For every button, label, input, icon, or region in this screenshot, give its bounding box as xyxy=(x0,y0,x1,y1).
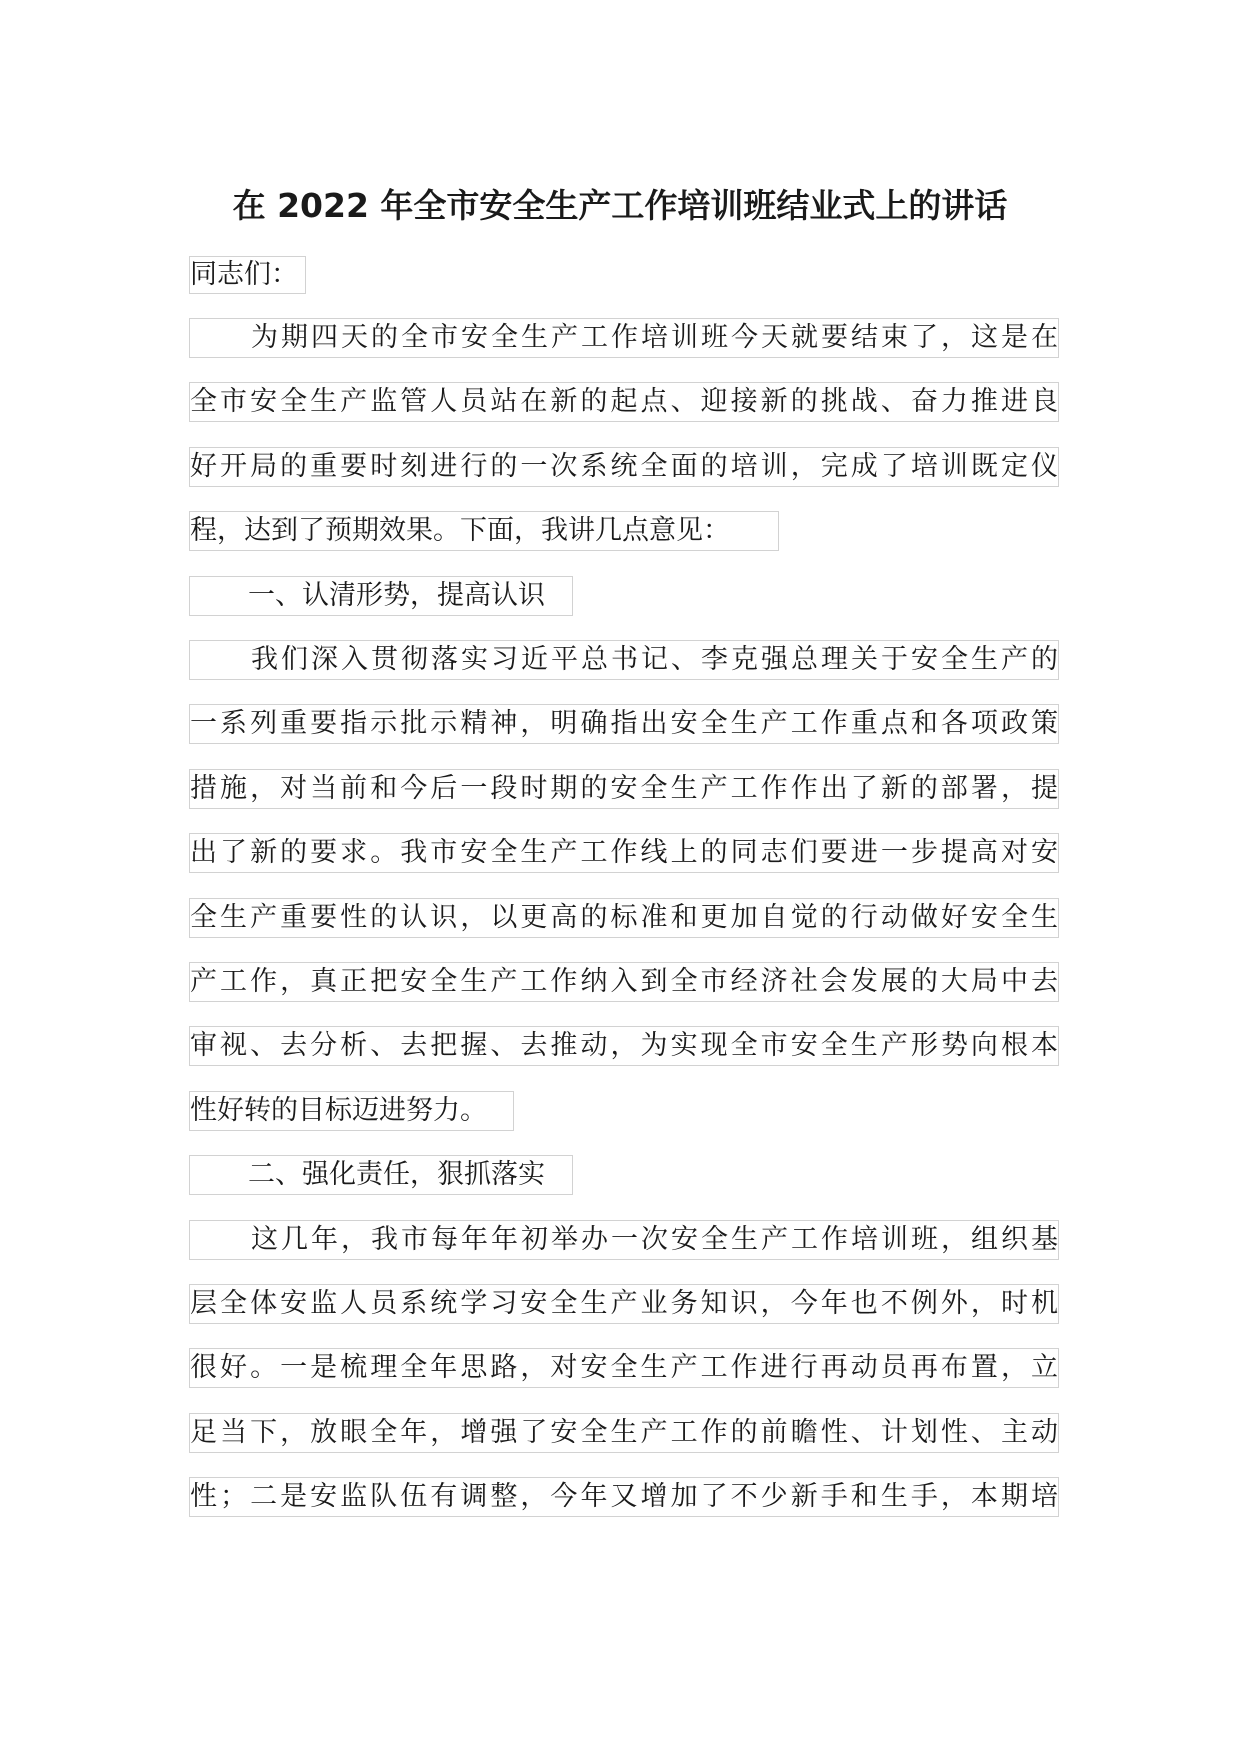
paragraph-line xyxy=(189,511,779,551)
paragraph-line xyxy=(189,1155,573,1195)
paragraph-line-text: 这几年，我市每年年初举办一次安全生产工作培训班，组织基 xyxy=(248,1224,1058,1255)
paragraph-line-text: 为期四天的全市安全生产工作培训班今天就要结束了，这是在 xyxy=(248,322,1058,353)
paragraph-line xyxy=(189,833,1059,873)
paragraph-line-text: 一系列重要指示批示精神，明确指出安全生产工作重点和各项政策 xyxy=(190,708,1058,739)
paragraph-line xyxy=(189,704,1059,744)
paragraph-line xyxy=(189,318,1059,358)
paragraph-line xyxy=(189,1348,1059,1388)
paragraph-line-text: 层全体安监人员系统学习安全生产业务知识，今年也不例外，时机 xyxy=(190,1288,1058,1319)
paragraph-line-text: 我们深入贯彻落实习近平总书记、李克强总理关于安全生产的 xyxy=(248,644,1058,675)
paragraph-line xyxy=(189,769,1059,809)
paragraph-line-text: 出了新的要求。我市安全生产工作线上的同志们要进一步提高对安 xyxy=(190,837,1058,868)
paragraph-line-text: 措施，对当前和今后一段时期的安全生产工作作出了新的部署，提 xyxy=(190,773,1058,804)
paragraph-line xyxy=(189,962,1059,1002)
document-title: 在 2022 年全市安全生产工作培训班结业式上的讲话 xyxy=(232,186,1008,225)
paragraph-line-text: 足当下，放眼全年，增强了安全生产工作的前瞻性、计划性、主动 xyxy=(190,1417,1058,1448)
paragraph-line xyxy=(189,1477,1059,1517)
paragraph-line-text: 一、认清形势，提高认识 xyxy=(248,580,545,611)
paragraph-line-text: 程，达到了预期效果。下面，我讲几点意见： xyxy=(190,515,730,546)
paragraph-line-text: 产工作，真正把安全生产工作纳入到全市经济社会发展的大局中去 xyxy=(190,966,1058,997)
paragraph-line-text: 全生产重要性的认识，以更高的标准和更加自觉的行动做好安全生 xyxy=(190,902,1058,933)
paragraph-line xyxy=(189,382,1059,422)
paragraph-line xyxy=(189,1413,1059,1453)
paragraph-line xyxy=(189,1220,1059,1260)
paragraph-line xyxy=(189,898,1059,938)
paragraph-line-text: 好开局的重要时刻进行的一次系统全面的培训，完成了培训既定仪 xyxy=(190,451,1058,482)
paragraph-line-text: 审视、去分析、去把握、去推动，为实现全市安全生产形势向根本 xyxy=(190,1030,1058,1061)
paragraph-line-text: 性；二是安监队伍有调整，今年又增加了不少新手和生手，本期培 xyxy=(190,1481,1058,1512)
paragraph-line-text: 全市安全生产监管人员站在新的起点、迎接新的挑战、奋力推进良 xyxy=(190,386,1058,417)
paragraph-line xyxy=(189,576,573,616)
paragraph-line xyxy=(189,1026,1059,1066)
paragraph-line xyxy=(189,1284,1059,1324)
paragraph-line xyxy=(189,640,1059,680)
paragraph-line xyxy=(189,447,1059,487)
paragraph-line-text: 性好转的目标迈进努力。 xyxy=(190,1095,487,1126)
salutation: 同志们： xyxy=(189,256,306,294)
paragraph-line-text: 很好。一是梳理全年思路，对安全生产工作进行再动员再布置，立 xyxy=(190,1352,1058,1383)
paragraph-line xyxy=(189,1091,514,1131)
paragraph-line-text: 二、强化责任，狠抓落实 xyxy=(248,1159,545,1190)
